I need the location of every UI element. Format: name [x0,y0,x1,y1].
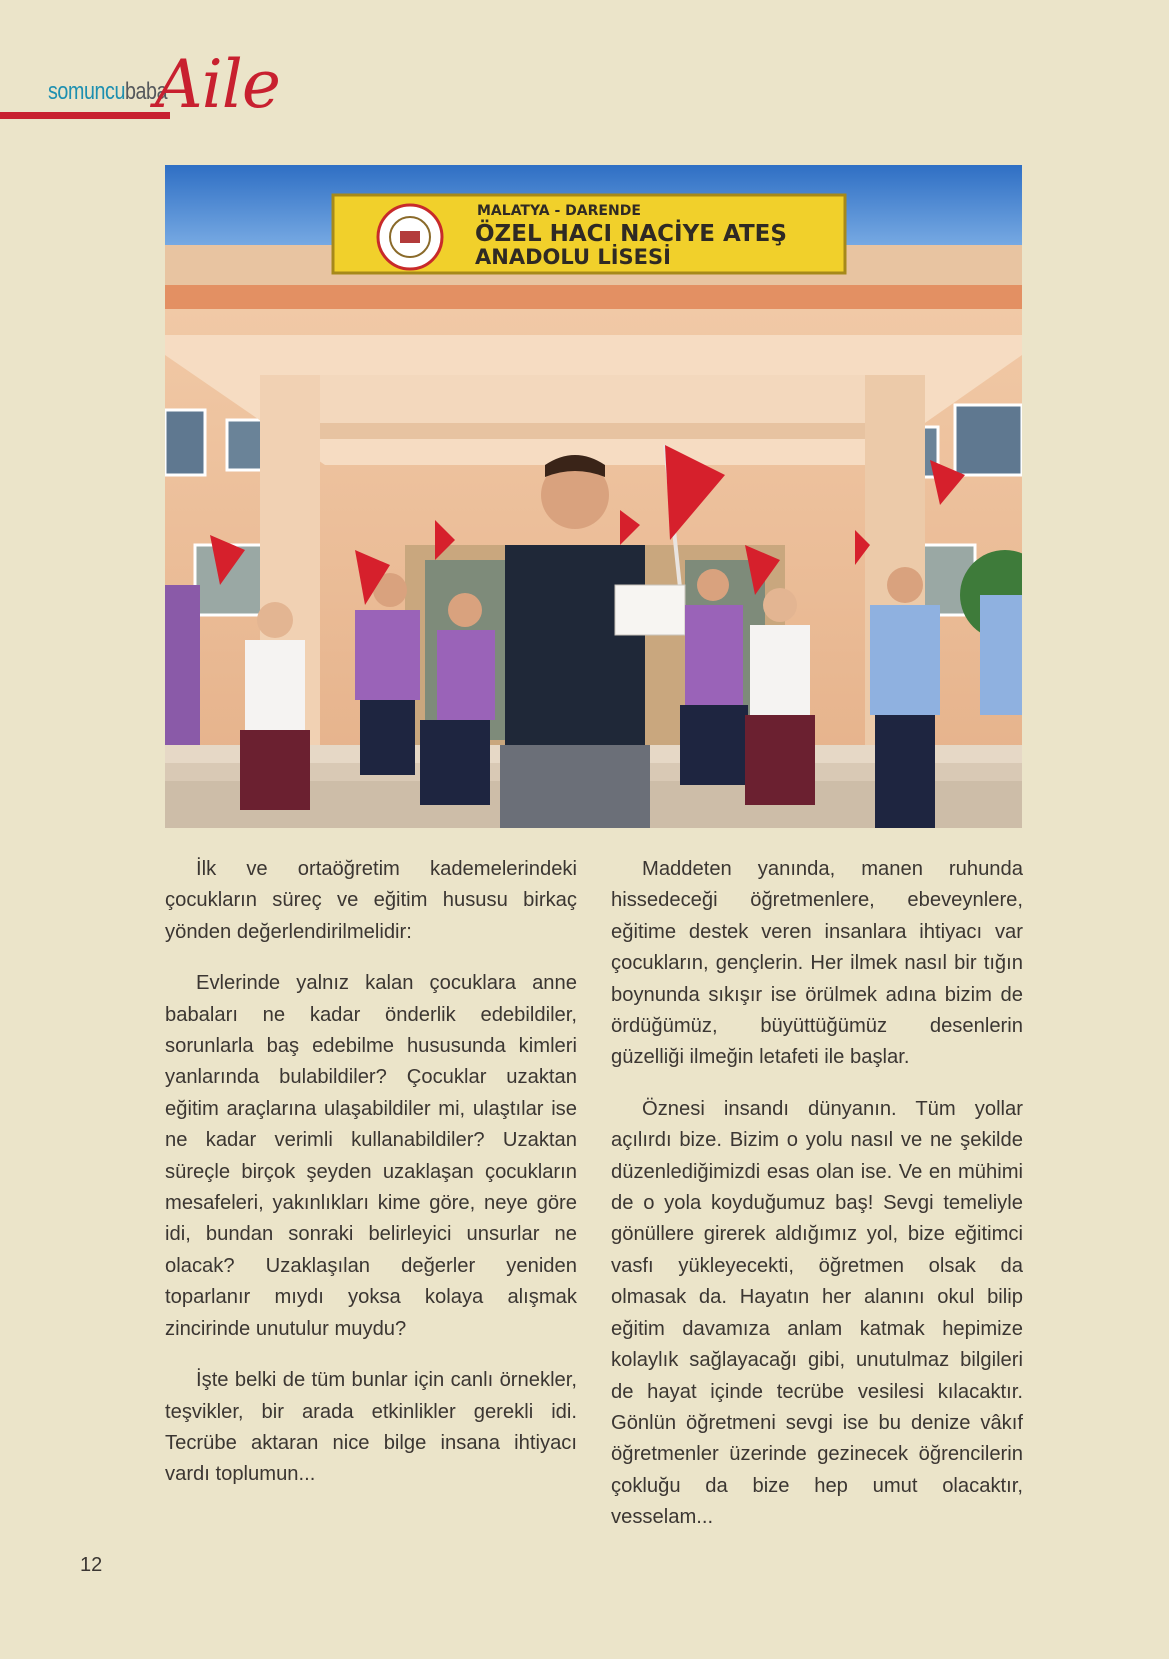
left-paragraph-3: İşte belki de tüm bunlar için canlı örnekler, teşvikler, bir arada etkinlikler gerekli idi. Tecrübe aktaran nice bilge insana ihtiyacı vardı toplumun... [165,1369,577,1486]
right-paragraph-1: Maddeten yanında, manen ruhunda hissedeceği öğretmenlere, ebeveynlere, eğitime destek veren insanlara ihtiyacı var çocukların, gençlerin. Her ilmek nasıl bir tığın boynunda sıkışır ise örülmek adına bizim de ördüğümüz, büyüttüğümüz desenlerin güzelliği ilmeğin letafeti ile başlar. [611,858,1023,1069]
left-paragraph-2: Evlerinde yalnız kalan çocuklara anne babaları ne kadar önderlik edebildiler, sorunlarla baş edebilme hususunda kimleri yanlarında bulabildiler? Çocuklar uzaktan eğitim araçlarına ulaşabildiler mi, ulaştılar ise ne kadar verimli kullanabildiler? Uzaktan süreçle birçok şeyden uzaklaşan çocukların mesafeleri, yakınlıkları kime göre, neye göre idi, bundan sonraki belirleyici unsurlar ne olacak? Uzaklaşılan değerler yeniden toparlanır mıydı yoksa kolaya alışmak zincirinde unutulur muydu? [165,972,577,1340]
brand-wordmark [48,77,167,107]
left-paragraph-1: İlk ve ortaöğretim kademelerindeki çocukların süreç ve eğitim hususu birkaç yönden değerlendirilmelidir: [165,858,577,943]
school-photo [165,165,1022,828]
article-left-column [165,854,577,1511]
sign-line1: MALATYA - DARENDE [477,203,641,219]
page-number: 12 [80,1554,103,1576]
right-paragraph-2: Öznesi insandı dünyanın. Tüm yollar açılırdı bize. Bizim o yolu nasıl ve ne şekilde düzenlediğimizdi esas olan ise. Ve en mühimi de o yola koyduğumuz baş! Sevgi temeliyle gönüllere girerek aldığımız yol, bize eğitimci vasfı yükleyecekti, öğretmen olsak da olmasak da. Hayatın her alanını okul bilip eğitim davamıza anlam katmak hepimize kolaylık sağlayacağı gibi, unutulmaz bilgileri de hayat içinde tecrübe vesilesi kılacaktır. Gönlün öğretmeni sevgi ise bu denize vâkıf öğretmenler üzerinde gezinecek öğrencilerin çokluğu da bize hep umut olacaktır, vesselam... [611,1097,1023,1529]
masthead-red-line [0,112,170,119]
sign-line2: ÖZEL HACI NACİYE ATEŞ [475,221,787,247]
brand-aile: Aile [155,46,280,123]
brand-part1: somuncu [48,78,125,105]
sign-line3: ANADOLU LİSESİ [475,245,671,269]
masthead [0,46,300,132]
brand-part2: baba [124,78,168,105]
article-right-column [611,854,1023,1554]
